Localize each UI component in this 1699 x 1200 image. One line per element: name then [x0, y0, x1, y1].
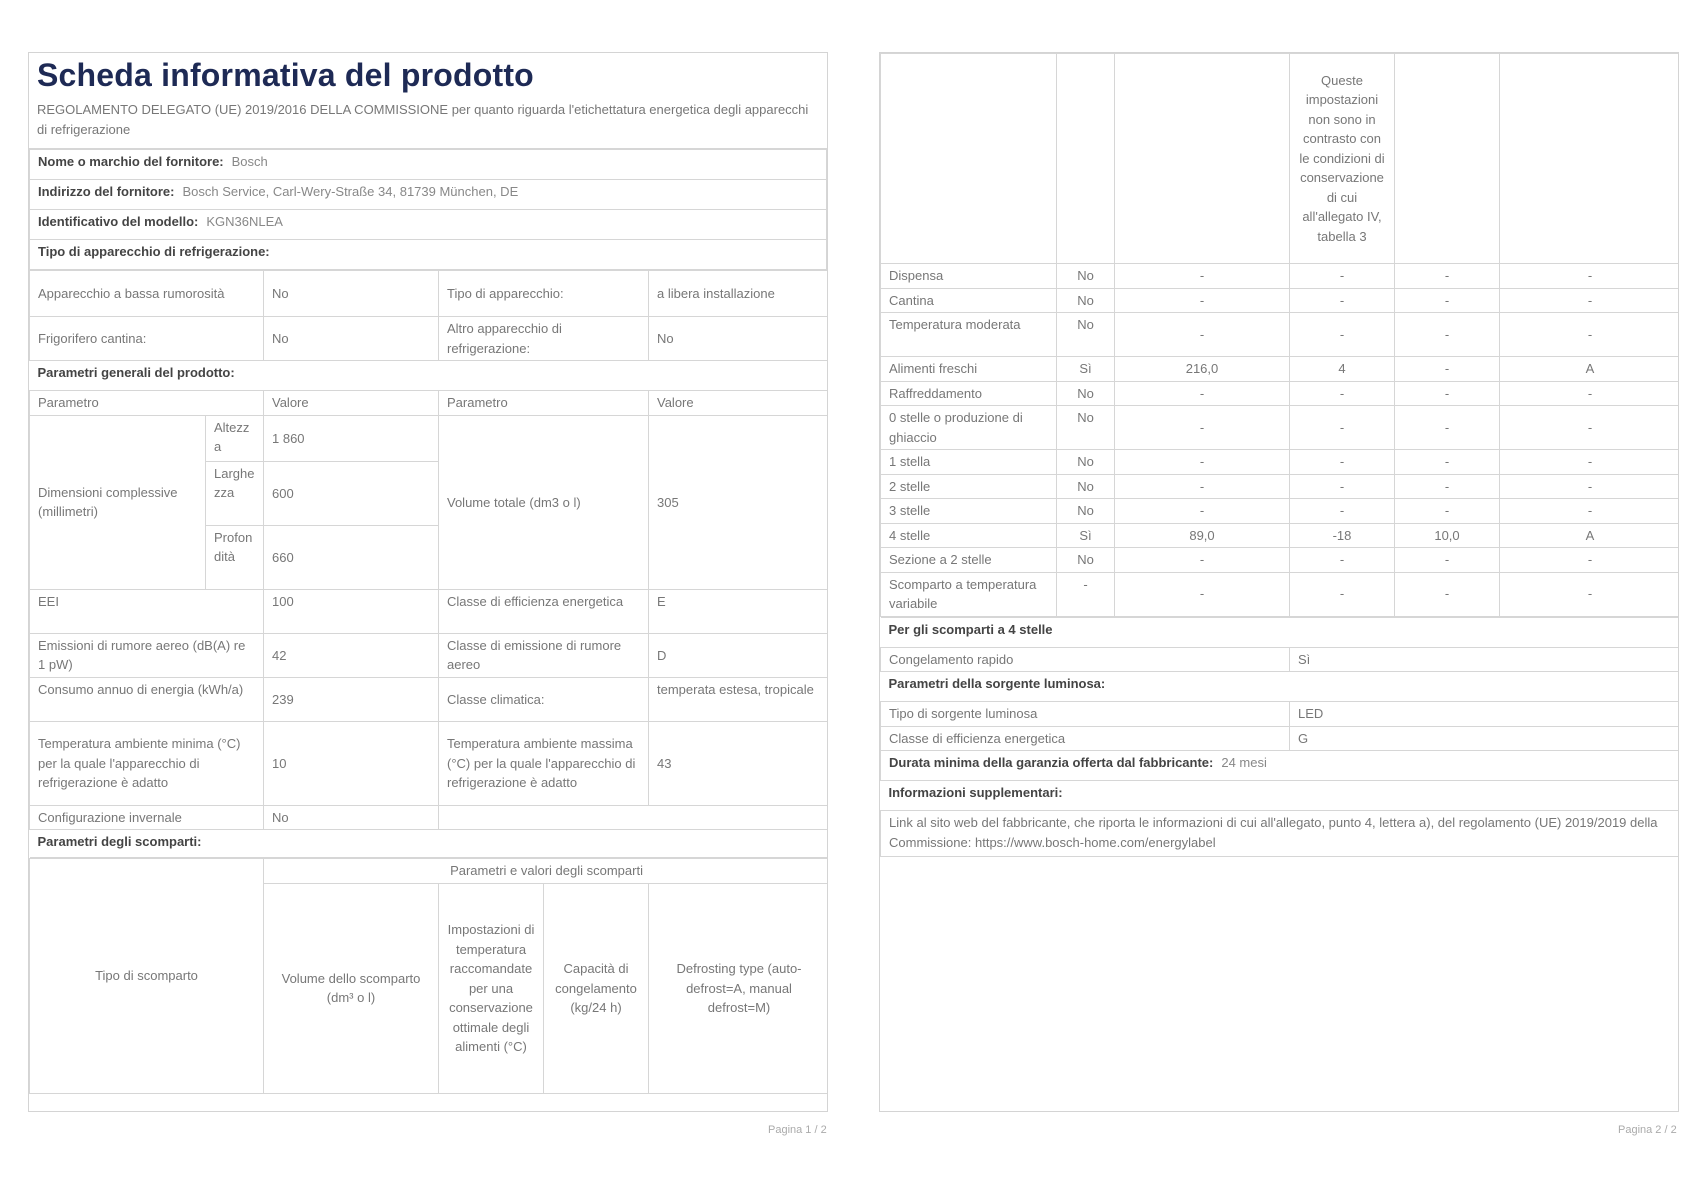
compartment-freeze: -	[1395, 548, 1500, 573]
light-class-label: Classe di efficienza energetica	[881, 726, 1290, 751]
light-class-value: G	[1290, 726, 1680, 751]
compartment-volume-header: Volume dello scomparto (dm³ o l)	[264, 883, 439, 1093]
compartment-volume: -	[1115, 548, 1290, 573]
compartment-row	[881, 406, 1680, 450]
compartment-type-header: Tipo di scomparto	[30, 859, 264, 1094]
supplier-name-label: Nome o marchio del fornitore:	[38, 154, 224, 170]
compartment-volume: 216,0	[1115, 357, 1290, 382]
compartment-defrost: -	[1500, 313, 1680, 357]
compartment-present: Sì	[1057, 357, 1115, 382]
low-noise-value: No	[264, 271, 439, 317]
warranty-value: 24 mesi	[1221, 755, 1267, 770]
four-star-table	[880, 617, 1679, 858]
winter-value: No	[264, 805, 439, 830]
compartment-volume: -	[1115, 474, 1290, 499]
eei-value: 100	[264, 589, 439, 633]
four-star-header: Per gli scomparti a 4 stelle	[881, 617, 1680, 647]
compartment-temp: -	[1290, 499, 1395, 524]
compartment-name: 2 stelle	[881, 474, 1057, 499]
design-type-value: a libera installazione	[649, 271, 829, 317]
annual-energy-value: 239	[264, 677, 439, 721]
compartment-freeze: -	[1395, 474, 1500, 499]
additional-info-header: Informazioni supplementari:	[881, 781, 1680, 811]
max-temp-value: 43	[649, 721, 829, 805]
manufacturer-link-row	[881, 811, 1680, 857]
compartment-row	[881, 572, 1680, 616]
supplier-name-value: Bosch	[231, 154, 268, 170]
warranty-label: Durata minima della garanzia offerta dal fabbricante:	[889, 755, 1214, 770]
winter-label: Configurazione invernale	[30, 805, 264, 830]
col-param-1: Parametro	[30, 391, 264, 416]
compartment-row	[881, 357, 1680, 382]
manufacturer-link-url[interactable]: https://www.bosch-home.com/energylabel	[974, 834, 1216, 850]
compartment-freeze: -	[1395, 288, 1500, 313]
compartment-row	[881, 499, 1680, 524]
compartment-params-header: Parametri degli scomparti:	[30, 830, 829, 858]
light-type-label: Tipo di sorgente luminosa	[881, 702, 1290, 727]
compartment-temp: -	[1290, 406, 1395, 450]
compartment-present: No	[1057, 264, 1115, 289]
compartment-table	[880, 53, 1679, 617]
supplier-address-row	[30, 180, 827, 210]
height-value: 1 860	[264, 415, 439, 461]
depth-label: Profondità	[206, 525, 264, 589]
compartment-freeze: -	[1395, 450, 1500, 475]
compartment-volume: -	[1115, 313, 1290, 357]
max-temp-label: Temperatura ambiente massima (°C) per la quale l'apparecchio di refrigerazione è adatto	[439, 721, 649, 805]
compartment-temp-header: Impostazioni di temperatura raccomandate per una conservazione ottimale degli alimenti (°C)	[439, 883, 544, 1093]
compartment-present: No	[1057, 313, 1115, 357]
compartment-defrost: -	[1500, 406, 1680, 450]
note-empty-3	[1115, 54, 1290, 264]
width-value: 600	[264, 461, 439, 525]
col-value-1: Valore	[264, 391, 439, 416]
compartment-name: Temperatura moderata	[881, 313, 1057, 357]
note-empty-1	[881, 54, 1057, 264]
energy-class-value: E	[649, 589, 829, 633]
compartment-temp: -	[1290, 474, 1395, 499]
compartment-name: Alimenti freschi	[881, 357, 1057, 382]
design-type-label: Tipo di apparecchio:	[439, 271, 649, 317]
general-params-table	[29, 270, 828, 858]
compartment-row	[881, 381, 1680, 406]
compartment-volume: -	[1115, 406, 1290, 450]
supplier-name-row	[30, 150, 827, 180]
compartment-row	[881, 264, 1680, 289]
compartment-temp: 4	[1290, 357, 1395, 382]
compartment-freeze: -	[1395, 406, 1500, 450]
noise-label: Emissioni di rumore aereo (dB(A) re 1 pW)	[30, 633, 264, 677]
appliance-type-header: Tipo di apparecchio di refrigerazione:	[30, 240, 827, 270]
compartment-present: -	[1057, 572, 1115, 616]
compartment-freeze: -	[1395, 499, 1500, 524]
compartment-temp: -18	[1290, 523, 1395, 548]
compartment-present: Sì	[1057, 523, 1115, 548]
compartment-temp: -	[1290, 264, 1395, 289]
compartment-freeze-header: Capacità di congelamento (kg/24 h)	[544, 883, 649, 1093]
compartment-temp: -	[1290, 381, 1395, 406]
manufacturer-link-text: Link al sito web del fabbricante, che riporta le informazioni di cui all'allegato, punto 4, lettera a), del regolamento (UE) 2019/2019 della Commissione:	[889, 815, 1658, 850]
compartment-defrost: -	[1500, 499, 1680, 524]
compartment-freeze: -	[1395, 572, 1500, 616]
compartment-present: No	[1057, 450, 1115, 475]
note-empty-5	[1500, 54, 1680, 264]
supplier-address-value: Bosch Service, Carl-Wery-Straße 34, 81739 München, DE	[182, 184, 519, 200]
depth-value: 660	[264, 525, 439, 589]
light-header: Parametri della sorgente luminosa:	[881, 672, 1680, 702]
compartment-volume: -	[1115, 381, 1290, 406]
compartment-volume: -	[1115, 264, 1290, 289]
compartment-freeze: 10,0	[1395, 523, 1500, 548]
compartment-defrost: -	[1500, 450, 1680, 475]
compartment-defrost: A	[1500, 357, 1680, 382]
compartment-header-table	[29, 858, 828, 1094]
noise-value: 42	[264, 633, 439, 677]
compartment-volume: 89,0	[1115, 523, 1290, 548]
compartment-temp: -	[1290, 313, 1395, 357]
note-empty-2	[1057, 54, 1115, 264]
compartment-row	[881, 288, 1680, 313]
compartment-freeze: -	[1395, 313, 1500, 357]
compartment-temp: -	[1290, 548, 1395, 573]
compartment-volume: -	[1115, 450, 1290, 475]
fast-freeze-value: Sì	[1290, 647, 1680, 672]
compartment-name: Cantina	[881, 288, 1057, 313]
low-noise-label: Apparecchio a bassa rumorosità	[30, 271, 264, 317]
compartment-name: Sezione a 2 stelle	[881, 548, 1057, 573]
compartment-freeze: -	[1395, 357, 1500, 382]
compartment-present: No	[1057, 288, 1115, 313]
energy-class-label: Classe di efficienza energetica	[439, 589, 649, 633]
supplier-table	[29, 149, 827, 270]
regulation-text: REGOLAMENTO DELEGATO (UE) 2019/2016 DELLA COMMISSIONE per quanto riguarda l'etichettatura energetica degli apparecchi di refrigerazione	[29, 96, 827, 149]
compartment-freeze: -	[1395, 264, 1500, 289]
fast-freeze-label: Congelamento rapido	[881, 647, 1290, 672]
compartment-defrost: -	[1500, 381, 1680, 406]
compartment-row	[881, 548, 1680, 573]
compartment-temp: -	[1290, 572, 1395, 616]
compartment-volume: -	[1115, 499, 1290, 524]
note-empty-4	[1395, 54, 1500, 264]
compartment-row	[881, 474, 1680, 499]
compartment-present: No	[1057, 499, 1115, 524]
compartment-temp: -	[1290, 288, 1395, 313]
light-type-value: LED	[1290, 702, 1680, 727]
page-2	[879, 52, 1679, 1112]
model-label: Identificativo del modello:	[38, 214, 199, 230]
climate-class-value: temperata estesa, tropicale	[649, 677, 829, 721]
model-value: KGN36NLEA	[206, 214, 283, 230]
compartment-defrost: -	[1500, 264, 1680, 289]
eei-label: EEI	[30, 589, 264, 633]
width-label: Larghezza	[206, 461, 264, 525]
wine-value: No	[264, 317, 439, 361]
wine-label: Frigorifero cantina:	[30, 317, 264, 361]
compartment-row	[881, 450, 1680, 475]
noise-class-label: Classe di emissione di rumore aereo	[439, 633, 649, 677]
dimensions-label: Dimensioni complessive (millimetri)	[30, 415, 206, 589]
climate-class-label: Classe climatica:	[439, 677, 649, 721]
compartment-values-header: Parametri e valori degli scomparti	[264, 859, 829, 884]
other-appliance-value: No	[649, 317, 829, 361]
page-number-1: Pagina 1 / 2	[768, 1124, 827, 1136]
col-value-2: Valore	[649, 391, 829, 416]
compartment-name: 3 stelle	[881, 499, 1057, 524]
compartment-name: Dispensa	[881, 264, 1057, 289]
general-params-header: Parametri generali del prodotto:	[30, 361, 829, 391]
compartment-present: No	[1057, 381, 1115, 406]
compartment-name: 1 stella	[881, 450, 1057, 475]
col-param-2: Parametro	[439, 391, 649, 416]
compartment-temp: -	[1290, 450, 1395, 475]
temperature-note: Queste impostazioni non sono in contrasto con le condizioni di conservazione di cui all'allegato IV, tabella 3	[1290, 54, 1395, 264]
compartment-row	[881, 313, 1680, 357]
page-number-2: Pagina 2 / 2	[1618, 1124, 1677, 1136]
compartment-defrost: -	[1500, 474, 1680, 499]
page-1	[28, 52, 828, 1112]
min-temp-value: 10	[264, 721, 439, 805]
winter-empty	[439, 805, 829, 830]
page-title: Scheda informativa del prodotto	[37, 57, 534, 93]
annual-energy-label: Consumo annuo di energia (kWh/a)	[30, 677, 264, 721]
compartment-present: No	[1057, 474, 1115, 499]
total-volume-label: Volume totale (dm3 o l)	[439, 415, 649, 589]
compartment-name: Scomparto a temperatura variabile	[881, 572, 1057, 616]
total-volume-value: 305	[649, 415, 829, 589]
compartment-defrost: A	[1500, 523, 1680, 548]
compartment-present: No	[1057, 548, 1115, 573]
model-row	[30, 210, 827, 240]
compartment-defrost: -	[1500, 572, 1680, 616]
compartment-volume: -	[1115, 572, 1290, 616]
compartment-row	[881, 523, 1680, 548]
other-appliance-label: Altro apparecchio di refrigerazione:	[439, 317, 649, 361]
compartment-defrost: -	[1500, 288, 1680, 313]
warranty-row	[881, 751, 1680, 781]
compartment-freeze: -	[1395, 381, 1500, 406]
height-label: Altezza	[206, 415, 264, 461]
noise-class-value: D	[649, 633, 829, 677]
compartment-volume: -	[1115, 288, 1290, 313]
compartment-present: No	[1057, 406, 1115, 450]
compartment-defrost-header: Defrosting type (auto-defrost=A, manual defrost=M)	[649, 883, 829, 1093]
compartment-defrost: -	[1500, 548, 1680, 573]
compartment-name: Raffreddamento	[881, 381, 1057, 406]
compartment-name: 0 stelle o produzione di ghiaccio	[881, 406, 1057, 450]
supplier-address-label: Indirizzo del fornitore:	[38, 184, 175, 200]
compartment-name: 4 stelle	[881, 523, 1057, 548]
min-temp-label: Temperatura ambiente minima (°C) per la quale l'apparecchio di refrigerazione è adatto	[30, 721, 264, 805]
